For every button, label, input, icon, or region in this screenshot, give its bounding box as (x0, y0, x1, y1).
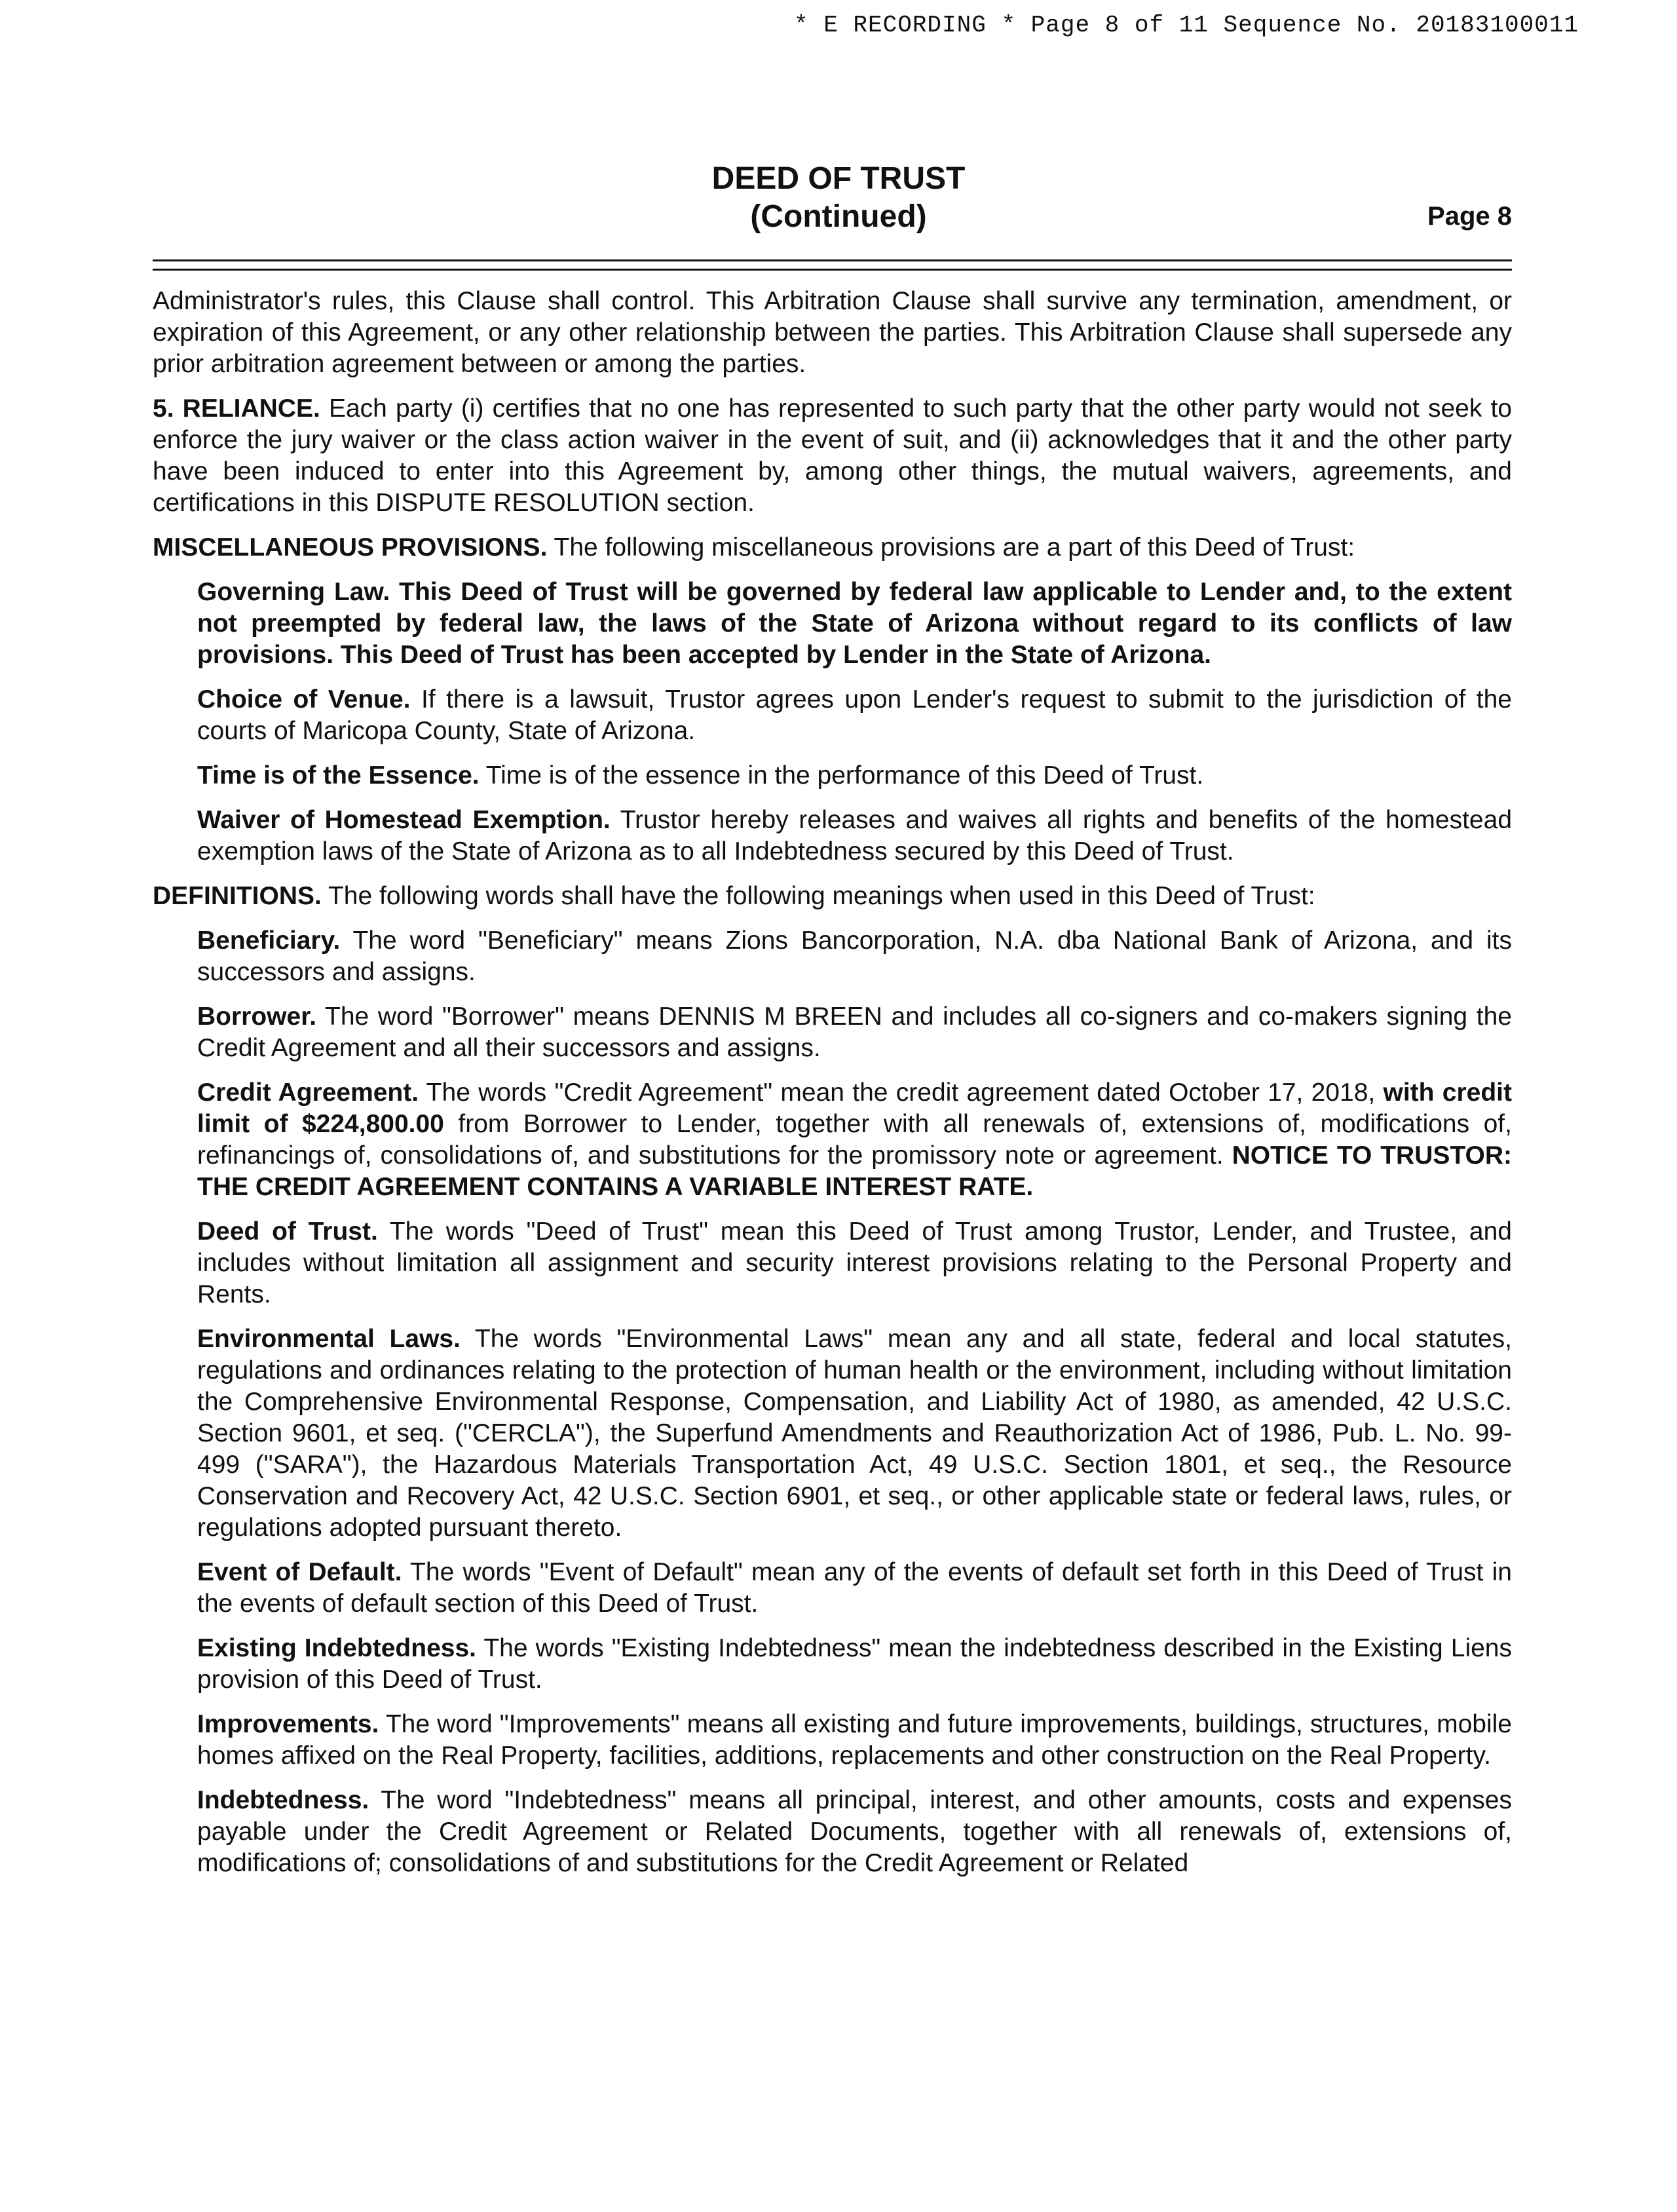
choice-of-venue-heading: Choice of Venue. (197, 685, 411, 714)
title-line-2: (Continued) (750, 199, 927, 234)
header-rule-top (153, 259, 1512, 261)
existing-indebtedness-paragraph (197, 1633, 1512, 1696)
header-rule-bottom (153, 269, 1512, 271)
deed-of-trust-text: The words "Deed of Trust" mean this Deed of Trust among Trustor, Lender, and Trustee, and includes without limitation all assignment and security interest provisions relating to the Personal Property and Rents. (197, 1217, 1512, 1308)
event-of-default-paragraph (197, 1557, 1512, 1620)
environmental-laws-heading: Environmental Laws. (197, 1325, 461, 1353)
definitions-heading: DEFINITIONS. (153, 882, 322, 910)
time-essence-heading: Time is of the Essence. (197, 761, 480, 790)
governing-law-paragraph (197, 577, 1512, 671)
beneficiary-text: The word "Beneficiary" means Zions Bancorporation, N.A. dba National Bank of Arizona, and its successors and assigns. (197, 926, 1512, 986)
variable-rate-notice: NOTICE TO TRUSTOR: THE CREDIT AGREEMENT CONTAINS A VARIABLE INTEREST RATE. (197, 1141, 1512, 1201)
existing-indebtedness-heading: Existing Indebtedness. (197, 1634, 476, 1662)
improvements-paragraph (197, 1709, 1512, 1772)
credit-agreement-heading: Credit Agreement. (197, 1078, 419, 1107)
credit-agreement-text-2: from Borrower to Lender, together with all renewals of, extensions of, modifications of, refinancings of, consolidations of, and substitutions for the promissory note or agreement. (197, 1110, 1512, 1170)
beneficiary-heading: Beneficiary. (197, 926, 341, 955)
event-of-default-heading: Event of Default. (197, 1558, 402, 1586)
governing-law-heading: Governing Law. (197, 578, 390, 606)
reliance-heading: 5. RELIANCE. (153, 394, 320, 423)
document-body (153, 286, 1512, 1892)
existing-indebtedness-text: The words "Existing Indebtedness" mean the indebtedness described in the Existing Liens provision of this Deed of Trust. (197, 1634, 1512, 1694)
time-essence-paragraph (197, 760, 1512, 791)
misc-provisions-paragraph (153, 532, 1512, 563)
environmental-laws-text: The words "Environmental Laws" mean any and all state, federal and local statutes, regulations and ordinances relating to the protection of human health or the environment, including without limitation the Comprehensive Environmental Response, Compensation, and Liability Act of 1980, as amended, 42 U.S.C. Section 9601, et seq. ("CERCLA"), the Superfund Amendments and Reauthorization Act of 1986, Pub. L. No. 99-499 ("SARA"), the Hazardous Materials Transportation Act, 49 U.S.C. Section 1801, et seq., the Resource Conservation and Recovery Act, 42 U.S.C. Section 6901, et seq., or other applicable state or federal laws, rules, or regulations adopted pursuant thereto. (197, 1325, 1512, 1542)
credit-agreement-paragraph (197, 1077, 1512, 1203)
improvements-heading: Improvements. (197, 1710, 379, 1738)
indebtedness-paragraph (197, 1785, 1512, 1879)
homestead-paragraph (197, 805, 1512, 868)
misc-provisions-heading: MISCELLANEOUS PROVISIONS. (153, 533, 548, 562)
time-essence-text: Time is of the essence in the performance of this Deed of Trust. (479, 761, 1204, 790)
title-line-1: DEED OF TRUST (711, 161, 966, 196)
definitions-paragraph (153, 881, 1512, 912)
page-number: Page 8 (1427, 202, 1512, 231)
borrower-paragraph (197, 1001, 1512, 1064)
governing-law-text: This Deed of Trust will be governed by federal law applicable to Lender and, to the extent not preempted by federal law, the laws of the State of Arizona without regard to its conflicts of law provisions. This Deed of Trust has been accepted by Lender in the State of Arizona. (197, 578, 1512, 669)
indebtedness-text: The word "Indebtedness" means all principal, interest, and other amounts, costs and expenses payable under the Credit Agreement or Related Documents, together with all renewals of, extensions of, modifications of; consolidations of and substitutions for the Credit Agreement or Related (197, 1786, 1512, 1877)
deed-of-trust-paragraph (197, 1216, 1512, 1310)
recording-header: * E RECORDING * Page 8 of 11 Sequence No. 20183100011 (794, 12, 1579, 39)
borrower-heading: Borrower. (197, 1002, 317, 1031)
homestead-text: Trustor hereby releases and waives all rights and benefits of the homestead exemption laws of the State of Arizona as to all Indebtedness secured by this Deed of Trust. (197, 806, 1513, 866)
definitions-text: The following words shall have the following meanings when used in this Deed of Trust: (321, 882, 1315, 910)
deed-of-trust-heading: Deed of Trust. (197, 1217, 378, 1246)
document-title (0, 160, 1677, 236)
improvements-text: The word "Improvements" means all existing and future improvements, buildings, structures, mobile homes affixed on the Real Property, facilities, additions, replacements and other construction on the Real Property. (197, 1710, 1512, 1770)
credit-limit: with credit limit of $224,800.00 (197, 1078, 1512, 1138)
credit-agreement-text-1: The words "Credit Agreement" mean the credit agreement dated October 17, 2018, (419, 1078, 1384, 1107)
event-of-default-text: The words "Event of Default" mean any of the events of default set forth in this Deed of Trust in the events of default section of this Deed of Trust. (197, 1558, 1512, 1618)
reliance-paragraph (153, 393, 1512, 519)
environmental-laws-paragraph (197, 1324, 1512, 1544)
indebtedness-heading: Indebtedness. (197, 1786, 369, 1814)
beneficiary-paragraph (197, 925, 1512, 988)
reliance-text: Each party (i) certifies that no one has represented to such party that the other party would not seek to enforce the jury waiver or the class action waiver in the event of suit, and (ii) acknowledges that it and the other party have been induced to enter into this Agreement by, among other things, the mutual waivers, agreements, and certifications in this DISPUTE RESOLUTION section. (153, 394, 1512, 517)
choice-of-venue-text: If there is a lawsuit, Trustor agrees upon Lender's request to submit to the jurisdiction of the courts of Maricopa County, State of Arizona. (197, 685, 1512, 745)
homestead-heading: Waiver of Homestead Exemption. (197, 806, 611, 834)
arbitration-paragraph: Administrator's rules, this Clause shall control. This Arbitration Clause shall survive any termination, amendment, or expiration of this Agreement, or any other relationship between the parties. This Arbitration Clause shall supersede any prior arbitration agreement between or among the parties. (153, 287, 1512, 378)
misc-provisions-text: The following miscellaneous provisions are a part of this Deed of Trust: (547, 533, 1355, 562)
choice-of-venue-paragraph (197, 684, 1512, 747)
borrower-text: The word "Borrower" means DENNIS M BREEN and includes all co-signers and co-makers signing the Credit Agreement and all their successors and assigns. (197, 1002, 1512, 1062)
